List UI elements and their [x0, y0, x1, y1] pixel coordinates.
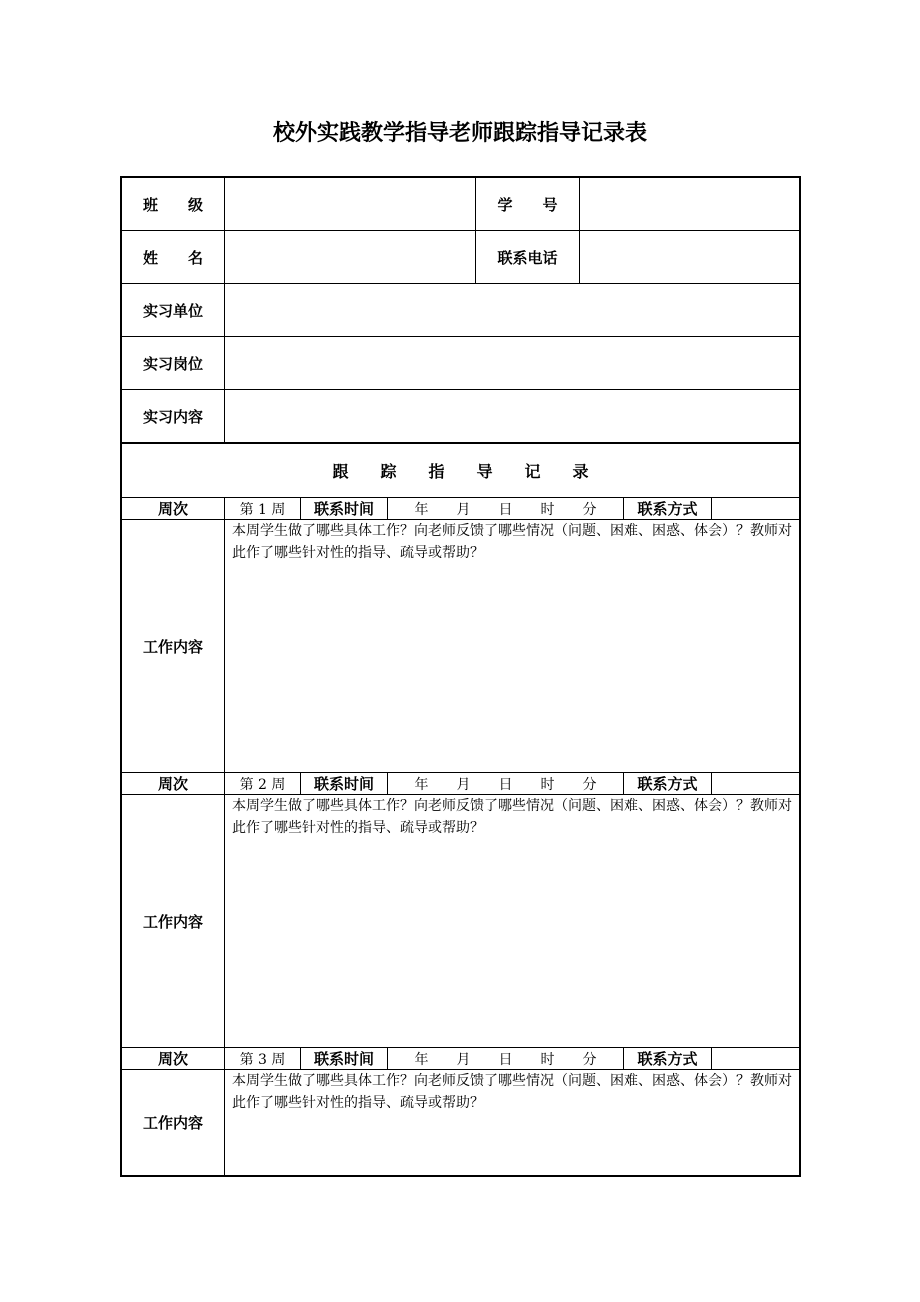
contact-method-input[interactable] [712, 1048, 799, 1069]
unit-input[interactable] [225, 284, 799, 336]
contact-time-field[interactable]: 年 月 日 时 分 [414, 776, 597, 793]
contact-method-input[interactable] [712, 498, 799, 519]
post-label: 实习岗位 [142, 354, 203, 373]
class-label: 班 级 [142, 195, 203, 214]
name-label: 姓 名 [142, 248, 203, 267]
student-id-input[interactable] [580, 178, 799, 230]
content-input[interactable] [225, 390, 799, 442]
contact-time-label: 联系时间 [313, 1050, 374, 1068]
phone-label: 联系电话 [497, 248, 558, 267]
contact-time-field[interactable]: 年 月 日 时 分 [414, 501, 597, 518]
work-content-prompt[interactable]: 本周学生做了哪些具体工作？向老师反馈了哪些情况（问题、困难、困惑、体会）？教师对此作了哪些针对性的指导、疏导或帮助？ [232, 523, 792, 561]
contact-method-label: 联系方式 [637, 775, 698, 793]
contact-time-label: 联系时间 [313, 775, 374, 793]
contact-method-label: 联系方式 [637, 500, 698, 518]
week-number: 第 1 周 [239, 501, 286, 518]
student-id-label: 学 号 [497, 195, 558, 214]
page-title: 校外实践教学指导老师跟踪指导记录表 [272, 121, 647, 146]
contact-method-input[interactable] [712, 773, 799, 794]
week-label: 周次 [157, 1050, 188, 1068]
work-content-label: 工作内容 [142, 912, 203, 931]
work-content-prompt[interactable]: 本周学生做了哪些具体工作？向老师反馈了哪些情况（问题、困难、困惑、体会）？教师对此作了哪些针对性的指导、疏导或帮助？ [232, 798, 792, 836]
record-form [120, 176, 801, 1177]
name-input[interactable] [225, 231, 475, 283]
post-input[interactable] [225, 337, 799, 389]
content-label: 实习内容 [142, 407, 203, 426]
contact-time-label: 联系时间 [313, 500, 374, 518]
week-label: 周次 [157, 500, 188, 518]
contact-time-field[interactable]: 年 月 日 时 分 [414, 1051, 597, 1068]
contact-method-label: 联系方式 [637, 1050, 698, 1068]
class-input[interactable] [225, 178, 475, 230]
work-content-label: 工作内容 [142, 1114, 203, 1132]
section-header: 跟 踪 指 导 记 录 [332, 462, 589, 481]
work-content-prompt[interactable]: 本周学生做了哪些具体工作？向老师反馈了哪些情况（问题、困难、困惑、体会）？教师对此作了哪些针对性的指导、疏导或帮助？ [232, 1073, 792, 1111]
work-content-label: 工作内容 [142, 637, 203, 656]
week-number: 第 2 周 [239, 776, 286, 793]
week-number: 第 3 周 [239, 1051, 286, 1068]
unit-label: 实习单位 [142, 301, 203, 320]
week-label: 周次 [157, 775, 188, 793]
col-divider [224, 497, 225, 1175]
phone-input[interactable] [580, 231, 799, 283]
